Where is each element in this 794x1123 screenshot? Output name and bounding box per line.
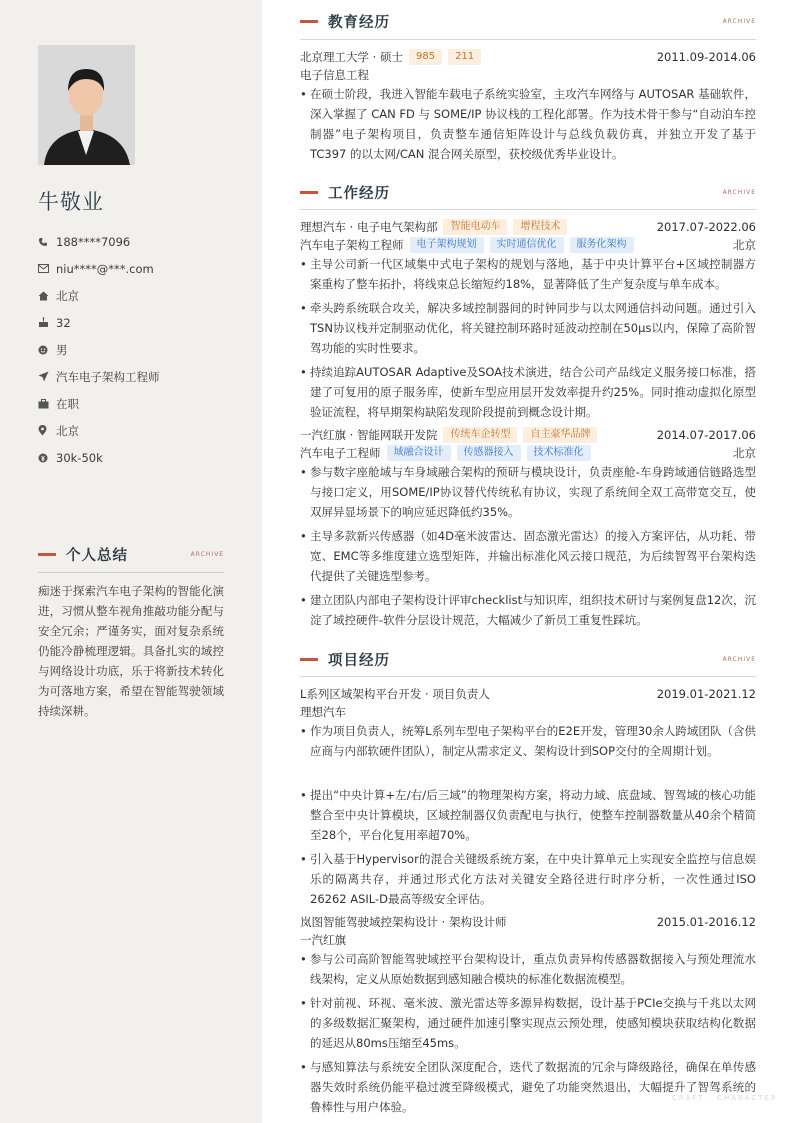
bullet-dot: •	[300, 1060, 307, 1074]
education-header	[300, 11, 756, 32]
bullet-text: 参与数字座舱域与车身域融合架构的预研与模块设计，负责座舱-车身跨域通信链路选型与接口定义，用SOME/IP协议替代传统私有协议，实现了系统间全双工高带宽交互，使双屏异显场景下的响应延迟降低约35%。	[310, 465, 756, 519]
summary-header	[38, 544, 224, 565]
job-location: 北京	[733, 446, 756, 460]
cake-icon	[38, 317, 56, 328]
bullet-text: 针对前视、环视、毫米波、激光雷达等多源异构数据，设计基于PCIe交换与千兆以太网的多级数据汇聚架构，通过硬件加速引擎实现点云预处理，使感知模块获取结构化数据的延迟从80ms压缩至45ms。	[310, 996, 756, 1050]
company-name: 理想汽车 · 电子电气架构部	[300, 220, 438, 234]
send-icon	[38, 371, 56, 382]
gender-row	[38, 336, 238, 363]
age: 32	[56, 315, 71, 330]
contact-info	[38, 228, 238, 471]
project-bullet	[300, 849, 756, 909]
bullet-text: 引入基于Hypervisor的混合关键级系统方案，在中央计算单元上实现安全监控与信息娱乐的隔离共存，并通过形式化方法对关键安全路径进行时序分析，一次性通过ISO 26262 ASIL-D最高等级安全评估。	[310, 852, 756, 906]
phone-icon	[38, 237, 56, 247]
email-address: niu****@***.com	[56, 261, 154, 276]
project-org-row	[300, 931, 756, 949]
job-role-row	[300, 236, 756, 254]
skill-tag: 技术标准化	[527, 445, 591, 461]
company-tag: 传统车企转型	[443, 427, 517, 443]
skill-tag: 传感器接入	[457, 445, 521, 461]
person-icon	[38, 345, 56, 355]
city-row	[38, 417, 238, 444]
summary-text: 痴迷于探索汽车电子架构的智能化演进，习惯从整车视角推敲功能分配与安全冗余；严谨务实，面对复杂系统仍能冷静梳理逻辑。具备扎实的域控与网络设计功底，乐于将新技术转化为可落地方案，希望在智能驾驶领域持续深耕。	[38, 584, 224, 718]
job-bullet	[300, 254, 756, 294]
salary-row	[38, 444, 238, 471]
archive-label: ARCHIVE	[722, 18, 756, 25]
project-bullet	[300, 785, 756, 845]
job-role: 汽车电子架构工程师	[300, 238, 404, 252]
project-bullet	[300, 1057, 756, 1117]
skill-tag: 实时通信优化	[490, 237, 564, 253]
bullet-dot: •	[300, 87, 307, 101]
section-accent-bar	[38, 553, 56, 556]
school-tag: 211	[448, 49, 481, 65]
phone-number: 188****7096	[56, 234, 131, 249]
project-bullet	[300, 721, 756, 761]
location-pin-icon	[38, 425, 56, 436]
major: 电子信息工程	[300, 68, 369, 82]
project-name: 岚图智能驾驶域控架构设计 · 架构设计师	[300, 915, 507, 929]
bullet-text: 与感知算法与系统安全团队深度配合，迭代了数据流的冗余与降级路径，确保在单传感器失效时系统仍能平稳过渡至降级模式，避免了功能突然退出，大幅提升了智驾系统的鲁棒性与用户体验。	[310, 1060, 756, 1114]
archive-label: ARCHIVE	[722, 189, 756, 196]
school-name: 北京理工大学 · 硕士	[300, 50, 403, 64]
job-role: 汽车电子工程师	[300, 446, 381, 460]
divider	[300, 209, 756, 210]
job-bullet	[300, 526, 756, 586]
project-org: 理想汽车	[300, 705, 346, 719]
education-row	[300, 48, 756, 66]
company-name: 一汽红旗 · 智能网联开发院	[300, 428, 438, 442]
candidate-name: 牛敬业	[38, 190, 104, 214]
status-row	[38, 390, 238, 417]
section-accent-bar	[300, 658, 318, 661]
sidebar	[0, 0, 262, 1123]
gender: 男	[56, 342, 68, 357]
work-header	[300, 182, 756, 203]
project-bullet	[300, 949, 756, 989]
expected-salary: 30k-50k	[56, 450, 103, 465]
phone-row	[38, 228, 238, 255]
email-row	[38, 255, 238, 282]
project-date: 2015.01-2016.12	[656, 915, 756, 929]
archive-label: ARCHIVE	[722, 656, 756, 663]
watermark: CRAFT · CHARACTER	[672, 1094, 778, 1102]
job-bullet	[300, 362, 756, 422]
bullet-text: 主导多款新兴传感器（如4D毫米波雷达、固态激光雷达）的接入方案评估，从功耗、带宽、EMC等多维度建立选型矩阵，并输出标准化风云接口规范，为后续智驾平台架构迭代提供了关键选型参考。	[310, 529, 756, 583]
skill-tag: 域融合设计	[387, 445, 451, 461]
bullet-dot: •	[300, 465, 307, 479]
divider	[300, 39, 756, 40]
company-tag: 自主豪华品牌	[523, 427, 597, 443]
projects-header	[300, 649, 756, 670]
bullet-text: 参与公司高阶智能驾驶域控平台架构设计，重点负责异构传感器数据接入与预处理流水线架构，定义从原始数据到感知融合模块的标准化数据流模型。	[310, 952, 756, 986]
bullet-text: 建立团队内部电子架构设计评审checklist与知识库，组织技术研讨与案例复盘12次，沉淀了域控硬件-软件分层设计规范，大幅减少了新员工重复性踩坑。	[310, 593, 756, 627]
education-title: 教育经历	[328, 15, 390, 31]
bullet-dot: •	[300, 301, 307, 315]
bullet-dot: •	[300, 365, 307, 379]
bullet-dot: •	[300, 257, 307, 271]
company-tag: 增程技术	[513, 219, 567, 235]
project-name: L系列区域架构平台开发 · 项目负责人	[300, 687, 490, 701]
bullet-dot: •	[300, 852, 307, 866]
employment-status: 在职	[56, 396, 79, 411]
bullet-dot: •	[300, 788, 307, 802]
company-tag: 智能电动车	[443, 219, 507, 235]
project-org-row	[300, 703, 756, 721]
job-role-row	[300, 444, 756, 462]
skill-tag: 服务化架构	[570, 237, 634, 253]
bullet-dot: •	[300, 996, 307, 1010]
job-company-row	[300, 426, 756, 444]
money-icon	[38, 453, 56, 463]
job-company-row	[300, 218, 756, 236]
briefcase-icon	[38, 399, 56, 409]
skill-tag: 电子架构规划	[410, 237, 484, 253]
project-row	[300, 685, 756, 703]
bullet-dot: •	[300, 952, 307, 966]
divider	[38, 572, 224, 573]
project-date: 2019.01-2021.12	[656, 687, 756, 701]
target-city: 北京	[56, 423, 79, 438]
bullet-text: 持续追踪AUTOSAR Adaptive及SOA技术演进，结合公司产品线定义服务接口标准，搭建了可复用的原子服务库，使新车型应用层开发效率提升约25%。同时推动虚拟化原型验证流程，将早期架构缺陷发现阶段提前到概念设计期。	[310, 365, 756, 419]
project-bullet	[300, 993, 756, 1053]
bullet-text: 提出“中央计算+左/右/后三域”的物理架构方案，将动力域、底盘域、智驾域的核心功能整合至中央计算模块，区域控制器仅负责配电与执行，使整车控制器数量从40余个精简至28个，平台化复用率超70%。	[310, 788, 756, 842]
hometown-row	[38, 282, 238, 309]
project-row	[300, 913, 756, 931]
bullet-text: 牵头跨系统联合攻关，解决多域控制器间的时钟同步与以太网通信抖动问题。通过引入TSN协议栈并定制驱动优化，将关键控制环路时延波动控制在50μs以内，保障了高阶智驾功能的实时性要求。	[310, 301, 756, 355]
bullet-dot: •	[300, 724, 307, 738]
target-position: 汽车电子架构工程师	[56, 369, 160, 384]
section-accent-bar	[300, 191, 318, 194]
education-bullet	[300, 84, 756, 164]
bullet-text: 在硕士阶段，我进入智能车载电子系统实验室，主攻汽车网络与 AUTOSAR 基础软件，深入掌握了 CAN FD 与 SOME/IP 协议栈的工程化部署。作为技术骨干参与“自动泊车控制器”电子架构项目，负责整车通信矩阵设计与总线负载仿真，并独立开发了基于 TC397 的以太网/CAN 混合网关原型，获校级优秀毕业设计。	[310, 87, 756, 161]
mail-icon	[38, 264, 56, 273]
job-date: 2014.07-2017.06	[656, 428, 756, 442]
project-org: 一汽红旗	[300, 933, 346, 947]
work-title: 工作经历	[328, 186, 390, 202]
hometown: 北京	[56, 288, 79, 303]
job-bullet	[300, 298, 756, 358]
bullet-text: 作为项目负责人，统筹L系列车型电子架构平台的E2E开发，管理30余人跨域团队（含供应商与内部软硬件团队），制定从需求定义、架构设计到SOP交付的全周期计划。	[310, 724, 756, 758]
home-icon	[38, 291, 56, 301]
education-date: 2011.09-2014.06	[656, 50, 756, 64]
summary-title: 个人总结	[66, 548, 128, 564]
bullet-dot: •	[300, 593, 307, 607]
job-bullet	[300, 462, 756, 522]
age-row	[38, 309, 238, 336]
bullet-dot: •	[300, 529, 307, 543]
major-row	[300, 66, 756, 84]
bullet-text: 主导公司新一代区域集中式电子架构的规划与落地，基于中央计算平台+区域控制器方案重构了整车拓扑，将线束总长缩短约18%，显著降低了生产复杂度与单车成本。	[310, 257, 756, 291]
job-bullet	[300, 590, 756, 630]
job-location: 北京	[733, 238, 756, 252]
job-date: 2017.07-2022.06	[656, 220, 756, 234]
profile-photo	[38, 45, 135, 165]
divider	[300, 676, 756, 677]
archive-label: ARCHIVE	[190, 551, 224, 558]
position-row	[38, 363, 238, 390]
projects-title: 项目经历	[328, 653, 390, 669]
section-accent-bar	[300, 20, 318, 23]
school-tag: 985	[409, 49, 442, 65]
